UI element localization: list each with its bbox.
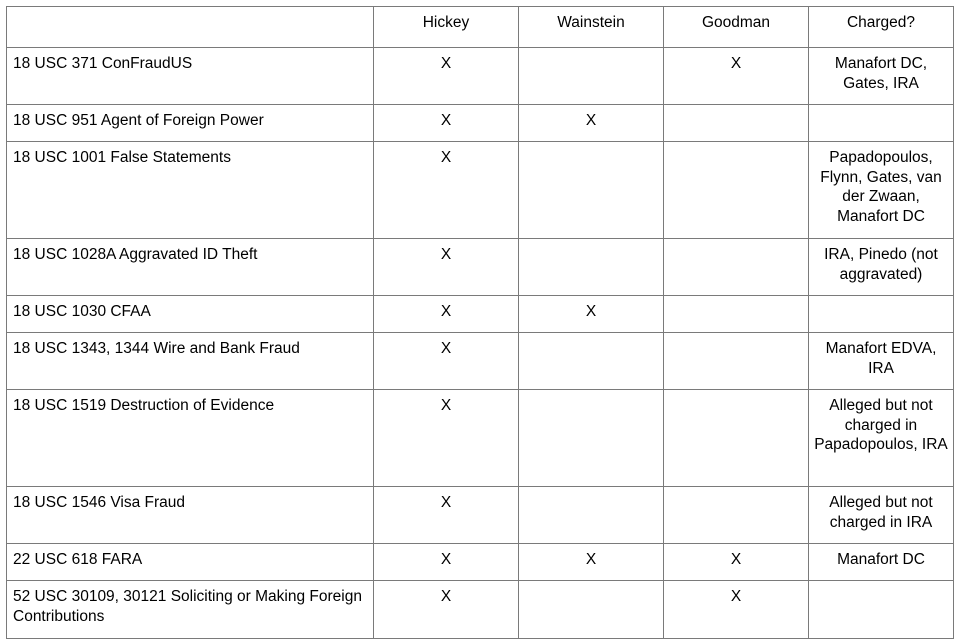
- goodman-cell: [664, 296, 809, 333]
- wainstein-cell: [519, 48, 664, 105]
- hickey-cell: X: [374, 105, 519, 142]
- goodman-cell: [664, 105, 809, 142]
- goodman-cell: [664, 390, 809, 487]
- header-hickey: Hickey: [374, 7, 519, 48]
- table-row: [7, 48, 954, 105]
- wainstein-cell: [519, 333, 664, 390]
- table-row: [7, 333, 954, 390]
- statute-cell: 18 USC 1519 Destruction of Evidence: [7, 390, 374, 487]
- wainstein-cell: X: [519, 296, 664, 333]
- goodman-cell: [664, 487, 809, 544]
- header-statute: [7, 7, 374, 48]
- wainstein-cell: [519, 487, 664, 544]
- charged-cell: Manafort DC, Gates, IRA: [809, 48, 954, 105]
- charged-cell: IRA, Pinedo (not aggravated): [809, 239, 954, 296]
- statute-cell: 52 USC 30109, 30121 Soliciting or Making Foreign Contributions: [7, 581, 374, 639]
- charged-cell: Papadopoulos, Flynn, Gates, van der Zwaan, Manafort DC: [809, 142, 954, 239]
- table-row: [7, 544, 954, 581]
- table-row: [7, 487, 954, 544]
- statute-cell: 18 USC 951 Agent of Foreign Power: [7, 105, 374, 142]
- table-row: [7, 239, 954, 296]
- hickey-cell: X: [374, 544, 519, 581]
- wainstein-cell: X: [519, 544, 664, 581]
- statute-cell: 18 USC 1028A Aggravated ID Theft: [7, 239, 374, 296]
- header-row: [7, 7, 954, 48]
- table-row: [7, 142, 954, 239]
- statute-cell: 22 USC 618 FARA: [7, 544, 374, 581]
- charged-cell: Manafort EDVA, IRA: [809, 333, 954, 390]
- header-charged: Charged?: [809, 7, 954, 48]
- goodman-cell: X: [664, 581, 809, 639]
- hickey-cell: X: [374, 487, 519, 544]
- header-wainstein: Wainstein: [519, 7, 664, 48]
- charged-cell: Alleged but not charged in IRA: [809, 487, 954, 544]
- charged-cell: Manafort DC: [809, 544, 954, 581]
- goodman-cell: [664, 239, 809, 296]
- table-row: [7, 390, 954, 487]
- statutes-table-container: [6, 6, 954, 639]
- statutes-table: [6, 6, 954, 639]
- statute-cell: 18 USC 1343, 1344 Wire and Bank Fraud: [7, 333, 374, 390]
- wainstein-cell: X: [519, 105, 664, 142]
- statute-cell: 18 USC 1001 False Statements: [7, 142, 374, 239]
- statute-cell: 18 USC 371 ConFraudUS: [7, 48, 374, 105]
- header-goodman: Goodman: [664, 7, 809, 48]
- charged-cell: Alleged but not charged in Papadopoulos, IRA: [809, 390, 954, 487]
- goodman-cell: [664, 333, 809, 390]
- hickey-cell: X: [374, 142, 519, 239]
- wainstein-cell: [519, 390, 664, 487]
- wainstein-cell: [519, 239, 664, 296]
- goodman-cell: X: [664, 48, 809, 105]
- table-row: [7, 105, 954, 142]
- hickey-cell: X: [374, 239, 519, 296]
- hickey-cell: X: [374, 390, 519, 487]
- hickey-cell: X: [374, 48, 519, 105]
- goodman-cell: X: [664, 544, 809, 581]
- hickey-cell: X: [374, 333, 519, 390]
- hickey-cell: X: [374, 581, 519, 639]
- charged-cell: [809, 105, 954, 142]
- statute-cell: 18 USC 1030 CFAA: [7, 296, 374, 333]
- goodman-cell: [664, 142, 809, 239]
- wainstein-cell: [519, 142, 664, 239]
- table-row: [7, 296, 954, 333]
- hickey-cell: X: [374, 296, 519, 333]
- charged-cell: [809, 296, 954, 333]
- statute-cell: 18 USC 1546 Visa Fraud: [7, 487, 374, 544]
